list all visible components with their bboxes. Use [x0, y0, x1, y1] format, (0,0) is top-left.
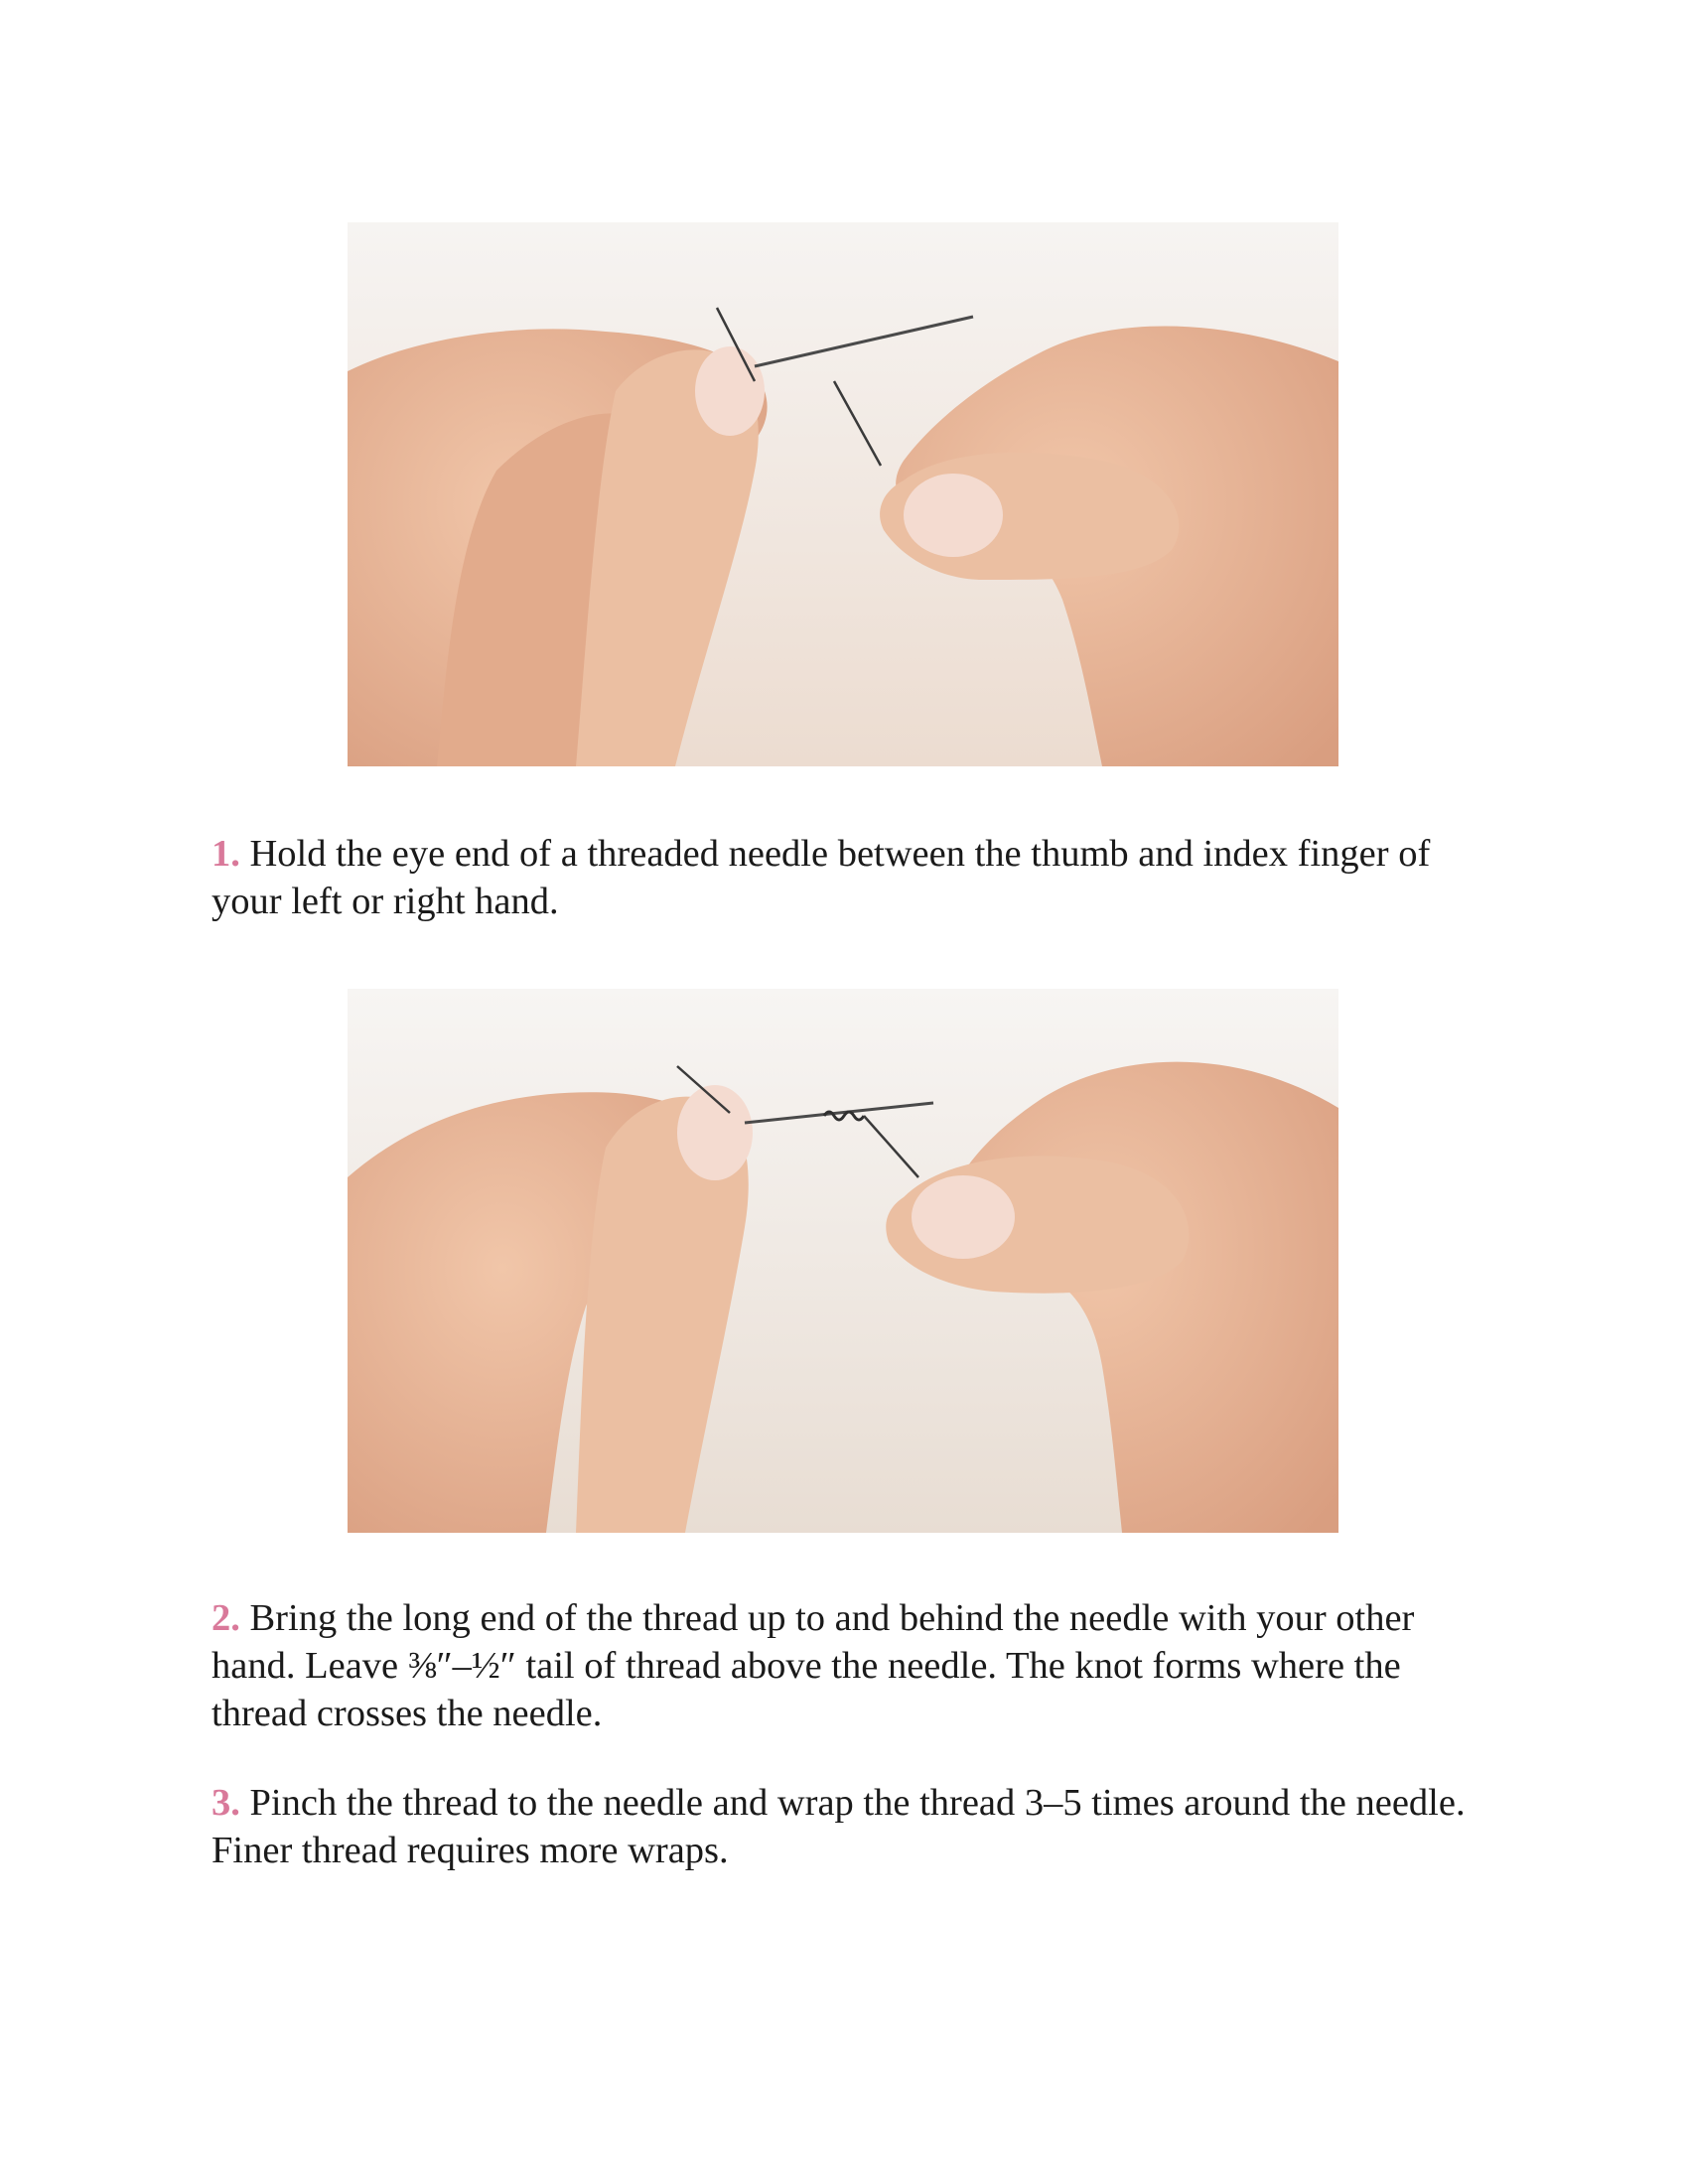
- step-2: [211, 1594, 1482, 1737]
- step-3: [211, 1779, 1482, 1874]
- step-1: [211, 830, 1482, 925]
- hands-holding-needle-illustration: [348, 222, 1338, 766]
- right-thumbnail-shape: [912, 1175, 1015, 1259]
- step-1-photo: [348, 222, 1338, 766]
- left-thumbnail-shape: [695, 346, 765, 436]
- step-2-photo: [348, 989, 1338, 1533]
- right-thumbnail-shape: [904, 474, 1003, 557]
- step-2-number: 2.: [211, 1597, 240, 1639]
- step-3-number: 3.: [211, 1782, 240, 1824]
- step-1-text: Hold the eye end of a threaded needle between the thumb and index finger of your left or right hand.: [211, 833, 1431, 922]
- step-2-text: Bring the long end of the thread up to and behind the needle with your other hand. Leave ⅜″–½″ tail of thread above the needle. The knot forms where the thread crosses the needle.: [211, 1597, 1415, 1734]
- hands-wrapping-thread-illustration: [348, 989, 1338, 1533]
- step-3-text: Pinch the thread to the needle and wrap the thread 3–5 times around the needle. Finer thread requires more wraps.: [211, 1782, 1466, 1871]
- step-1-number: 1.: [211, 833, 240, 875]
